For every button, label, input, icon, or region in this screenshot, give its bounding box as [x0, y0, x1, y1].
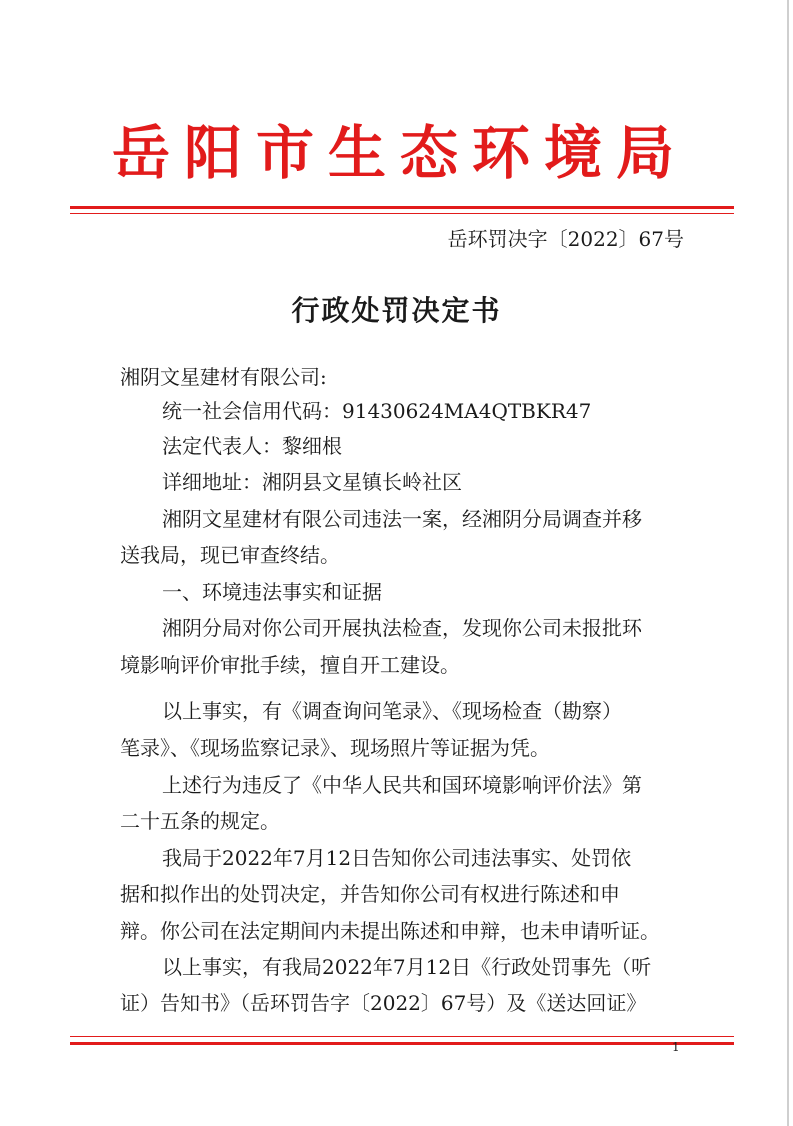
body-line: 以上事实，有《调查询问笔录》、《现场检查（勘察） — [162, 699, 622, 723]
body-line: 辩。你公司在法定期间内未提出陈述和申辩，也未申请听证。 — [120, 919, 660, 943]
body-line: 笔录》、《现场监察记录》、现场照片等证据为凭。 — [120, 736, 550, 760]
legal-representative-line: 法定代表人：黎细根 — [162, 434, 342, 458]
header-rule-thick — [70, 206, 734, 209]
addressee-line: 湘阴文星建材有限公司: — [120, 365, 327, 389]
body-line: 二十五条的规定。 — [120, 809, 280, 833]
body-line: 湘阴分局对你公司开展执法检查，发现你公司未报批环 — [162, 616, 642, 640]
document-number: 岳环罚决字〔2022〕67号 — [447, 227, 684, 251]
address-line: 详细地址：湘阴县文星镇长岭社区 — [162, 470, 462, 494]
document-title: 行政处罚决定书 — [291, 294, 502, 327]
body-line: 证）告知书》（岳环罚告字〔2022〕67号）及《送达回证》 — [120, 991, 647, 1015]
body-line: 湘阴文星建材有限公司违法一案，经湘阴分局调查并移 — [162, 507, 642, 531]
body-line: 送我局，现已审查终结。 — [120, 543, 340, 567]
body-line: 境影响评价审批手续，擅自开工建设。 — [120, 653, 460, 677]
scan-edge — [787, 0, 789, 1126]
body-line: 我局于2022年7月12日告知你公司违法事实、处罚依 — [162, 846, 632, 870]
footer-rule-thick — [70, 1042, 734, 1045]
body-line: 以上事实，有我局2022年7月12日《行政处罚事先（听 — [162, 955, 652, 979]
credit-code-line: 统一社会信用代码：91430624MA4QTBKR47 — [162, 399, 592, 423]
organization-name: 岳阳市生态环境局 — [111, 119, 688, 187]
page-number: 1 — [672, 1040, 680, 1054]
body-line: 据和拟作出的处罚决定，并告知你公司有权进行陈述和申 — [120, 882, 620, 906]
body-line: 上述行为违反了《中华人民共和国环境影响评价法》第 — [162, 773, 642, 797]
footer-rule-thin — [70, 1036, 734, 1037]
section-heading: 一、环境违法事实和证据 — [162, 580, 382, 604]
header-rule-thin — [70, 213, 734, 214]
